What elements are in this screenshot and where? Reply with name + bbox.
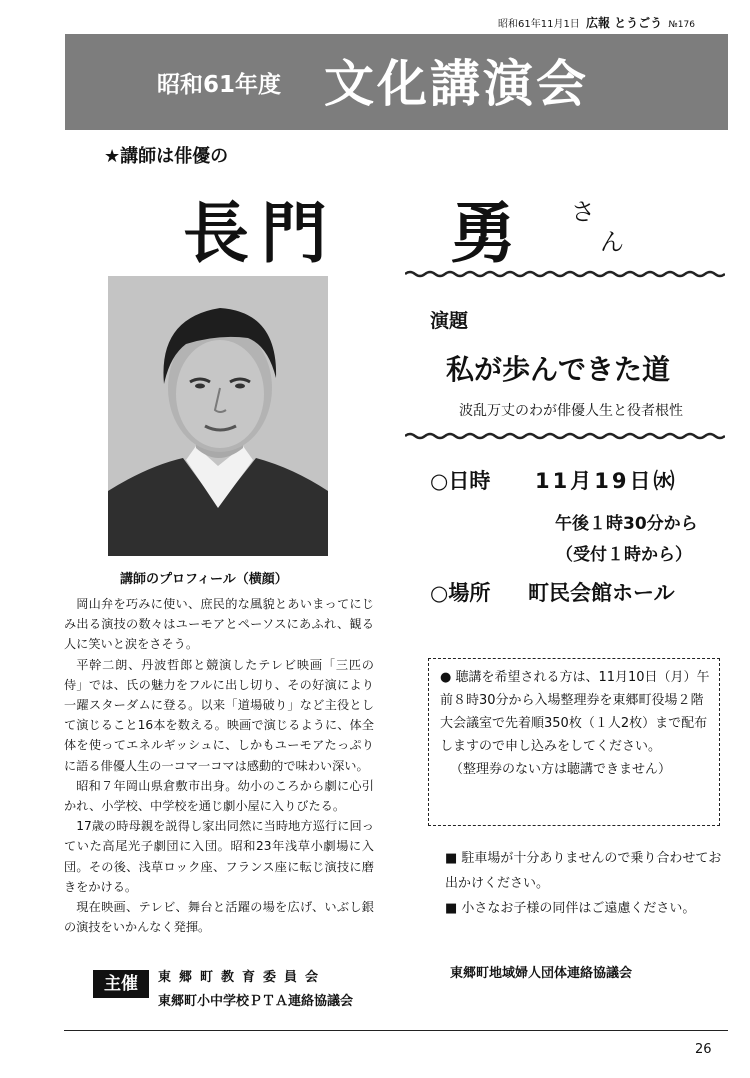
ticket-info-note: （整理券のない方は聴講できません）	[450, 762, 672, 777]
date-value: 11月19日㈬	[535, 469, 678, 493]
masthead-date: 昭和61年11月1日	[498, 19, 580, 30]
date-label: ○日時	[430, 469, 491, 493]
wavy-divider-bottom	[405, 432, 725, 440]
reception-time: （受付１時から）	[556, 545, 692, 565]
topic-label: 演題	[430, 310, 469, 332]
masthead-brand: 広報 とうごう	[586, 16, 663, 30]
women-association: 東郷町地域婦人団体連絡協議会	[450, 966, 633, 981]
lecturer-name-char-3: 勇	[450, 194, 516, 272]
footer-rule	[64, 1030, 728, 1031]
lecturer-name-char-2: 門	[261, 194, 327, 272]
lecturer-intro: ★講師は俳優の	[104, 146, 229, 167]
lecturer-portrait-photo	[108, 276, 328, 556]
profile-paragraph: 岡山弁を巧みに使い、庶民的な風貌とあいまってにじみ出る演技の数々はユーモアとペーソスにあふれ、観る人に笑いと涙をさそう。	[64, 597, 374, 652]
masthead-issue: №176	[668, 20, 695, 30]
banner-year: 昭和61年度	[157, 72, 282, 98]
topic-title: 私が歩んできた道	[446, 353, 671, 386]
notice-children: ■ 小さなお子様の同伴はご遠慮ください。	[445, 901, 696, 916]
sponsor-org-2: 東郷町小中学校ＰＴＡ連絡協議会	[158, 994, 354, 1009]
ticket-info-text: ● 聴講を希望される方は、11月10日（月）午前８時30分から入場整理券を東郷町役場２階大会議室で先着順350枚（１人2枚）まで配布しますので申し込みをしてください。	[440, 670, 710, 754]
honorific-sa: さ	[571, 198, 595, 226]
lecturer-name-char-1: 長	[183, 194, 249, 272]
masthead	[498, 14, 728, 31]
sponsor-badge: 主催	[93, 970, 149, 998]
time-value: 午後１時30分から	[555, 514, 698, 534]
sponsor-org-1: 東郷町教育委員会	[158, 970, 327, 985]
topic-subtitle: 波乱万丈のわが俳優人生と役者根性	[459, 403, 683, 419]
profile-paragraph: 現在映画、テレビ、舞台と活躍の場を広げ、いぶし銀の演技をいかんなく発揮。	[64, 900, 374, 935]
notice-parking: ■ 駐車場が十分ありませんので乗り合わせてお出かけください。	[445, 851, 722, 891]
profile-text	[64, 594, 374, 937]
wavy-divider-top	[405, 270, 725, 278]
ticket-info	[440, 666, 716, 781]
profile-paragraph: 平幹二朗、丹波哲郎と競演したテレビ映画「三匹の侍」では、氏の魅力をフルに出し切り、その好演により一躍スターダムに登る。以来「道場破り」など主役として演じること16本を数える。映画で演じるように、体全体を使ってエネルギッシュに、しかもユーモアたっぷりに語る俳優人生の一コマ一コマは感動的で味わい深い。	[64, 657, 374, 773]
profile-title: 講師のプロフィール（横顔）	[120, 572, 288, 587]
banner-title: 文化講演会	[324, 54, 589, 113]
profile-paragraph: 昭和７年岡山県倉敷市出身。幼小のころから劇に心引かれ、小学校、中学校を通じ劇小屋に入りびたる。	[64, 778, 374, 814]
venue-value: 町民会館ホール	[528, 581, 675, 605]
honorific-n: ん	[600, 228, 624, 256]
venue-label: ○場所	[430, 581, 491, 605]
page-number: 26	[695, 1042, 712, 1057]
profile-paragraph: 17歳の時母親を説得し家出同然に当時地方巡行に回っていた高尾光子劇団に入団。昭和23年浅草小劇場に入団。その後、浅草ロック座、フランス座に転じ演技に磨きをかける。	[64, 819, 374, 894]
